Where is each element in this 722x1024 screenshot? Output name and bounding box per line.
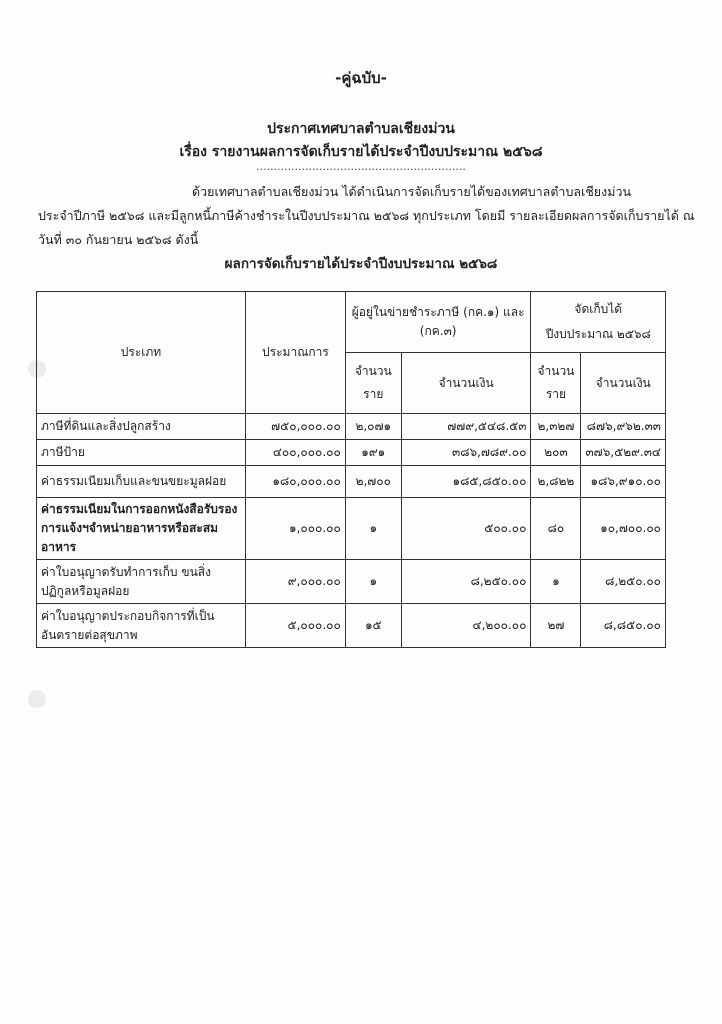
header-taxpayers: ผู้อยู่ในข่ายชำระภาษี (กค.๑) และ (กค.๓): [345, 292, 531, 353]
announcement-title: ประกาศเทศบาลตำบลเชียงม่วน: [267, 121, 455, 137]
row-estimate: ๗๕๐,๐๐๐.๐๐: [245, 414, 345, 440]
row-type: ภาษีที่ดินและสิ่งปลูกสร้าง: [37, 414, 246, 440]
header-taxpayer-count: จำนวน ราย: [345, 353, 401, 414]
row-collected-amount: ๘,๒๕๐.๐๐: [581, 560, 666, 604]
row-collected-count: ๒๐๓: [531, 440, 581, 466]
separator-line: ............................................................: [256, 160, 466, 173]
row-collected-count: ๑: [531, 560, 581, 604]
row-collected-count: ๒,๓๒๗: [531, 414, 581, 440]
header-taxpayer-amount: จำนวนเงิน: [401, 353, 531, 414]
row-estimate: ๕,๐๐๐.๐๐: [245, 604, 345, 648]
row-type: ค่าใบอนุญาตประกอบกิจการที่เป็นอันตรายต่อสุขภาพ: [37, 604, 246, 648]
table-row: [37, 440, 666, 466]
table-title: ผลการจัดเก็บรายได้ประจำปีงบประมาณ ๒๕๖๘: [224, 256, 498, 272]
row-collected-amount: ๑๘๖,๙๑๐.๐๐: [581, 466, 666, 498]
row-estimate: ๑๘๐,๐๐๐.๐๐: [245, 466, 345, 498]
table-row: [37, 604, 666, 648]
row-type: ภาษีป้าย: [37, 440, 246, 466]
row-taxpayer-count: ๒,๐๗๑: [345, 414, 401, 440]
table-row: [37, 560, 666, 604]
row-estimate: ๑,๐๐๐.๐๐: [245, 498, 345, 560]
header-collected: จัดเก็บได้ ปีงบประมาณ ๒๕๖๘: [531, 292, 666, 353]
header-type: ประเภท: [37, 292, 246, 414]
row-collected-amount: ๓๗๖,๕๒๙.๓๔: [581, 440, 666, 466]
intro-line-1: ด้วยเทศบาลตำบลเชียงม่วน ได้ดำเนินการจัดเก็บรายได้ของเทศบาลตำบลเชียงม่วน: [192, 184, 632, 199]
row-type: ค่าใบอนุญาตรับทำการเก็บ ขนสิ่งปฏิกูลหรือมูลฝอย: [37, 560, 246, 604]
row-taxpayer-count: ๑๕: [345, 604, 401, 648]
row-collected-amount: ๑๐,๗๐๐.๐๐: [581, 498, 666, 560]
row-collected-amount: ๘,๘๕๐.๐๐: [581, 604, 666, 648]
row-taxpayer-amount: ๓๘๖,๗๘๙.๐๐: [401, 440, 531, 466]
revenue-table: [36, 291, 666, 648]
intro-line-3: วันที่ ๓๐ กันยายน ๒๕๖๘ ดังนี้: [38, 232, 199, 247]
row-taxpayer-count: ๑๙๑: [345, 440, 401, 466]
row-estimate: ๙,๐๐๐.๐๐: [245, 560, 345, 604]
row-type: ค่าธรรมเนียมเก็บและขนขยะมูลฝอย: [37, 466, 246, 498]
table-row: [37, 466, 666, 498]
row-taxpayer-amount: ๔,๒๐๐.๐๐: [401, 604, 531, 648]
copy-label: -คู่ฉบับ-: [335, 69, 387, 87]
row-taxpayer-amount: ๗๗๙,๕๔๘.๕๓: [401, 414, 531, 440]
header-collected-count: จำนวน ราย: [531, 353, 581, 414]
row-taxpayer-count: ๑: [345, 560, 401, 604]
announcement-subject: เรื่อง รายงานผลการจัดเก็บรายได้ประจำปีงบประมาณ ๒๕๖๘: [179, 144, 543, 160]
row-taxpayer-count: ๑: [345, 498, 401, 560]
row-collected-count: ๒๗: [531, 604, 581, 648]
table-row: [37, 414, 666, 440]
row-type: ค่าธรรมเนียมในการออกหนังสือรับรองการแจ้งฯจำหน่ายอาหารหรือสะสมอาหาร: [37, 498, 246, 560]
row-collected-count: ๒,๘๒๒: [531, 466, 581, 498]
row-taxpayer-amount: ๕๐๐.๐๐: [401, 498, 531, 560]
row-collected-amount: ๘๗๖,๙๖๒.๓๓: [581, 414, 666, 440]
header-estimate: ประมาณการ: [245, 292, 345, 414]
row-taxpayer-count: ๒,๗๐๐: [345, 466, 401, 498]
row-taxpayer-amount: ๘,๒๕๐.๐๐: [401, 560, 531, 604]
table-row: [37, 498, 666, 560]
header-collected-amount: จำนวนเงิน: [581, 353, 666, 414]
row-collected-count: ๘๐: [531, 498, 581, 560]
row-estimate: ๔๐๐,๐๐๐.๐๐: [245, 440, 345, 466]
row-taxpayer-amount: ๑๘๕,๘๕๐.๐๐: [401, 466, 531, 498]
intro-line-2: ประจำปีภาษี ๒๕๖๘ และมีลูกหนี้ภาษีค้างชำระในปีงบประมาณ ๒๕๖๘ ทุกประเภท โดยมี รายละเอียดผลการจัดเก็บรายได้ ณ: [38, 208, 695, 223]
scan-spot: [28, 690, 46, 708]
